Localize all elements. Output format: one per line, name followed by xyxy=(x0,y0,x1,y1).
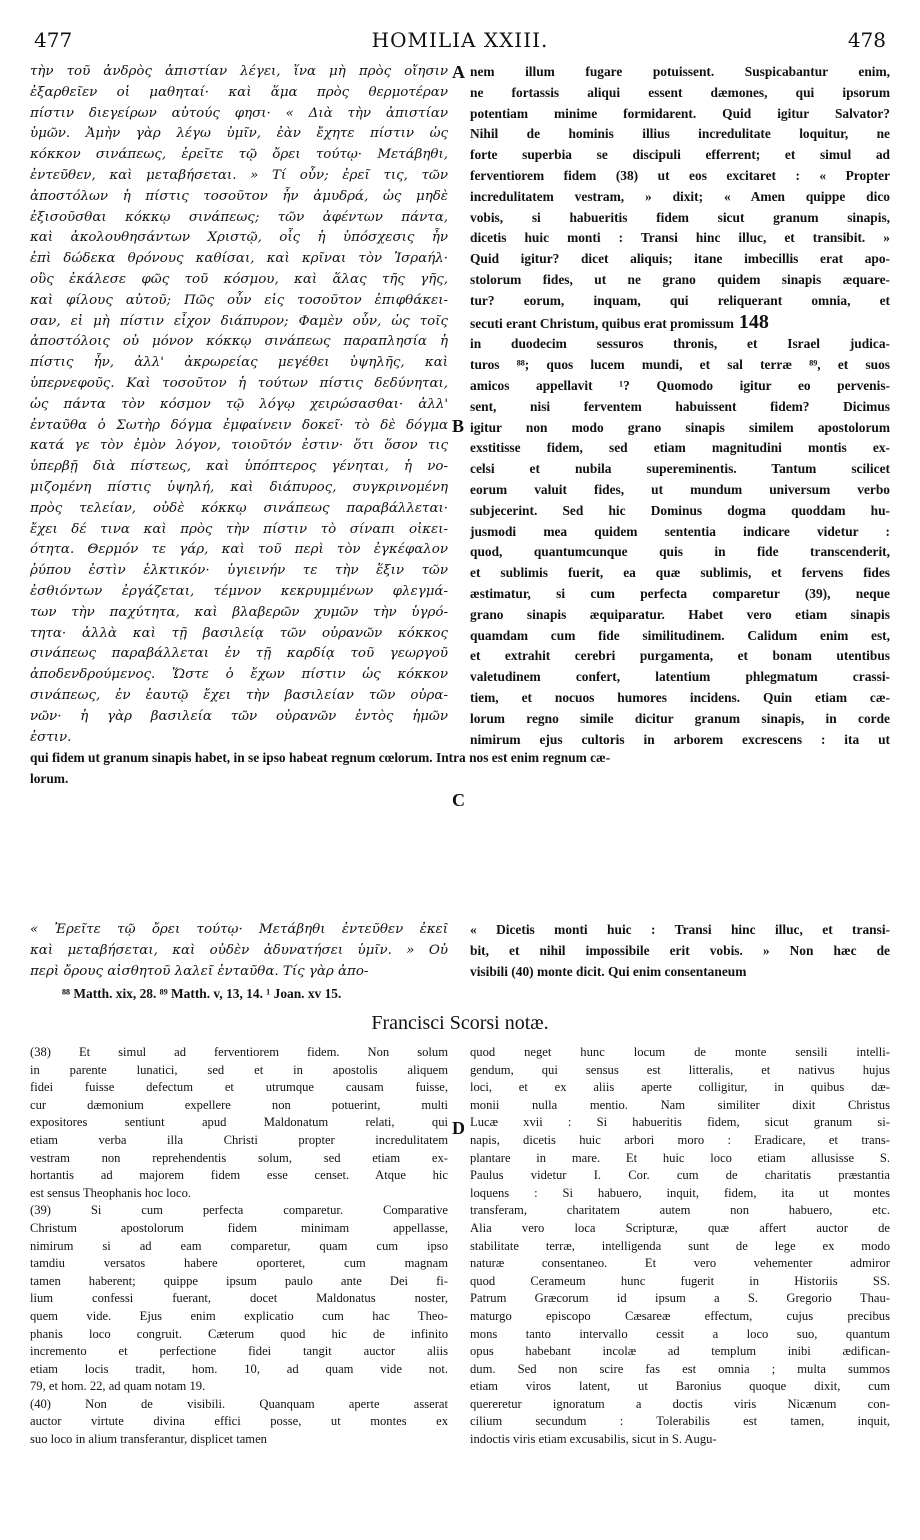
note-line: cilium secundum : Tolerabilis est tamen, inquit, xyxy=(470,1414,890,1429)
greek-line: ἔχει δέ τινα καὶ πρὸς τὴν πίστιν τὸ σίναπι οἰκει- xyxy=(30,521,448,537)
full-line: lorum. xyxy=(30,770,69,786)
note-line: quem vide. Ejus enim explicatio cum hac Theo- xyxy=(30,1308,448,1323)
greek-line: πίστιν διεγείρων αὐτούς φησι· « Διὰ τὴν ἀπιστίαν xyxy=(30,105,448,121)
note-line: indoctis viris etiam excusabilis, sicut in S. Augu- xyxy=(470,1432,717,1447)
note-line: quod neget hunc locum de monte sensili intelli- xyxy=(470,1045,890,1059)
latin-line: exstitisse fidem, sed etiam magnitudini montis ex- xyxy=(470,440,890,456)
note-line: lium confessi fuerant, docet Maldonatus noster, xyxy=(30,1291,448,1306)
latin-line: dicetis huic monti : Transi hinc illuc, et transibit. » xyxy=(470,230,890,246)
greek-line: ὡς πάντα τὸν κόσμον τῷ λόγῳ χειρώσασθαι· ἀλλ' xyxy=(30,396,448,412)
latin-line: turos ⁸⁸; quos lucem mundi, et sal terræ ⁸⁹, et suos xyxy=(470,357,890,373)
note-line: (38) Et simul ad ferventiorem fidem. Non solum xyxy=(30,1045,448,1059)
latin-line: in duodecim sessuros thronis, et Israel judica- xyxy=(470,336,890,352)
latin-line: Nihil de hominis illius incredulitate loquitur, ne xyxy=(470,126,890,142)
latin-line: subjecerint. Sed hic Dominus dogma quoddam hu- xyxy=(470,502,890,518)
latin-line: lorum regno simile dicitur granum sinapis, in corde xyxy=(470,710,890,726)
latin-line: potentiam minime formidarent. Quid igitur Salvator? xyxy=(470,105,890,121)
notes-title: Francisci Scorsi notæ. xyxy=(371,1012,549,1034)
note-line: (39) Si cum perfecta comparetur. Comparative xyxy=(30,1203,448,1218)
note-line: etiam verba illa Christi propter incredulitatem xyxy=(30,1132,448,1147)
latin-line: amicos appellavit ¹? Quomodo igitur eo pervenis- xyxy=(470,377,890,393)
latin-tail-line: « Dicetis monti huic : Transi hinc illuc, et transi- xyxy=(470,922,890,937)
note-line: stabilitate terræ, intelligenda sunt de lege ex modo xyxy=(470,1238,890,1253)
greek-tail xyxy=(30,920,448,982)
note-line: maturgo episcopo Cæsareæ effectum, cujus precibus xyxy=(470,1308,890,1323)
latin-tail-line: visibili (40) monte dicit. Qui enim consentaneum xyxy=(470,963,747,979)
greek-line: καὶ φίλους αὐτοῦ; Πῶς οὖν εἰς τοσοῦτον ἐπιφθάκει- xyxy=(30,292,448,308)
greek-line: ἐξαρθεῖεν οἱ μαθηταί· καὶ ἅμα πρὸς θερμοτέραν xyxy=(30,84,448,100)
note-line: transferam, charitatem autem non habuero, etc. xyxy=(470,1203,890,1218)
latin-line: forte superbia se discipuli efferrent; et simul ad xyxy=(470,147,890,163)
latin-tail xyxy=(470,920,890,982)
note-line: expositores sentiunt apud Maldonatum relati, qui xyxy=(30,1115,448,1130)
latin-line: sent, nisi ferventem habuissent fidem? Dicimus xyxy=(470,398,890,414)
note-line: naturæ consentaneo. Et vero vehementer admiror xyxy=(470,1256,890,1271)
note-line: Lucæ xvii : Si habueritis fidem, sicut granum si- xyxy=(470,1115,890,1130)
greek-line: ῥύπου ἐστὶν ἑλκτικόν· ὑγιεινήν τε τὴν ἕξιν τῶν xyxy=(30,563,448,579)
note-line: cur dæmonium expellere non potuerint, multi xyxy=(30,1097,448,1112)
note-line: etiam viros latent, ut Baronius quoque dixit, cum xyxy=(470,1379,890,1394)
greek-line: ἐπὶ δώδεκα θρόνους καθίσαι, καὶ κρῖναι τὸν Ἰσραήλ· xyxy=(30,251,448,267)
note-line: incremento et perfectione fidei tangit auctor aliis xyxy=(30,1344,448,1359)
latin-line: quod, quantumcunque quis in fide transcenderit, xyxy=(470,544,890,560)
greek-line: ὑπερνεφοῦς. Καὶ τοσοῦτον ἡ τούτων πίστις δεδύνηται, xyxy=(30,375,448,391)
greek-line: οὓς ἐκάλεσε φῶς τοῦ κόσμου, καὶ ἅλας τῆς γῆς, xyxy=(30,271,448,287)
note-line: quod Cerameum hunc fugerit in Historiis SS. xyxy=(470,1273,890,1288)
note-line: Alia vero loca Scripturæ, quæ affert auctor de xyxy=(470,1220,890,1235)
greek-tail-line: καὶ μεταβήσεται, καὶ οὐδὲν ἀδυνατήσει ὑμῖν. » Οὐ xyxy=(30,942,448,958)
latin-line: valetudinem confert, latentium phlegmatum crassi- xyxy=(470,669,890,685)
latin-line: incredulitatem vestram, » dixit; « Amen quippe dico xyxy=(470,188,890,204)
margin-marker-a: A xyxy=(452,62,465,82)
edition-page-number: 148 xyxy=(733,311,769,333)
latin-column xyxy=(470,62,890,750)
running-title: HOMILIA XXIII. xyxy=(371,28,549,52)
latin-line: igitur non modo grano sinapis similem apostolorum xyxy=(470,419,890,435)
greek-line: σινάπεως, ἐν ἑαυτῷ ἔχει τὴν βασιλείαν τῶν οὐρα- xyxy=(30,687,448,703)
latin-line: stolorum fides, ut ne grano quidem sinapis æquare- xyxy=(470,271,890,287)
notes-right-column xyxy=(470,1044,890,1449)
greek-line: μιζομένη πίστις ὑψηλή, καὶ διάπυρος, συγκρινομένη xyxy=(30,479,448,495)
greek-line: ὑπερβῇ διὰ πίστεως, καὶ ὑπόπτερος γένηται, ἡ νο- xyxy=(30,459,448,475)
note-line: etiam locis tradit, hom. 10, ad quam vide not. xyxy=(30,1361,448,1376)
latin-line: et extrahit cerebri purgamenta, et bonam utentibus xyxy=(470,648,890,664)
greek-line: τητα· ἀλλὰ καὶ τῇ βασιλείᾳ τῶν οὐρανῶν κόκκος xyxy=(30,625,448,641)
greek-line: σινάπεως παραβάλλεται ἐν τῇ καρδίᾳ τοῦ γεωργοῦ xyxy=(30,646,448,662)
note-line: est sensus Theophanis hoc loco. xyxy=(30,1185,192,1200)
latin-line: ne fortassis aliqui essent dæmones, qui ipsorum xyxy=(470,84,890,100)
latin-line: æstimatur, si cum perfecta comparetur (39), neque xyxy=(470,585,890,601)
latin-tail-line: bit, et nihil impossibile erit vobis. » Non hæc de xyxy=(470,942,890,958)
note-line: loquens : Si habuero, inquit, fidem, ita ut montes xyxy=(470,1185,890,1200)
note-line: (40) Non de visibili. Quanquam aperte asserat xyxy=(30,1396,448,1411)
margin-marker-c: C xyxy=(452,790,465,810)
latin-line: et sublimis fuerit, ea quæ sublimis, et fervens fides xyxy=(470,565,890,581)
greek-line: ότητα. Θερμόν τε γάρ, καὶ τοῦ περὶ τὸν ἐγκέφαλον xyxy=(30,542,448,558)
greek-line: κατά γε τὸν ἐμὸν λόγον, τοιοῦτόν ἐστιν· ὅτι ὅσον τις xyxy=(30,438,448,454)
latin-line: jusmodi mea quidem sententia indicare videtur : xyxy=(470,523,890,539)
latin-line: secuti erant Christum, quibus erat promissum 148 xyxy=(470,311,769,333)
note-line: monii nulla mentio. Nam similiter dixit Christus xyxy=(470,1097,890,1112)
greek-tail-line: περὶ ὄρους αἰσθητοῦ λαλεῖ ἐνταῦθα. Τίς γὰρ ἀπο- xyxy=(30,963,369,979)
note-line: opus habebant incolæ ad templum inibi ædifican- xyxy=(470,1344,890,1359)
note-line: nimirum si ad eam comparetur, quam cum ipso xyxy=(30,1238,448,1253)
greek-tail-line: « Ἐρεῖτε τῷ ὄρει τούτῳ· Μετάβηθι ἐντεῦθεν ἐκεῖ xyxy=(30,922,448,937)
note-line: 79, et hom. 22, ad quam notam 19. xyxy=(30,1379,206,1394)
greek-line: νῶν· ἡ γὰρ βασιλεία τῶν οὐρανῶν ἐντὸς ἡμῶν xyxy=(30,708,448,724)
greek-line: ἐντεῦθεν, καὶ μεταβήσεται. » Τί οὖν; ἐρεῖ τις, τῶν xyxy=(30,167,448,183)
notes-left-column xyxy=(30,1044,448,1449)
margin-marker-d: D xyxy=(452,1118,465,1138)
latin-line: celsi et nubila supereminentis. Tantum scilicet xyxy=(470,461,890,477)
margin-marker-b: B xyxy=(452,416,465,436)
greek-line: των τὴν παχύτητα, καὶ βλαβερῶν χυμῶν τὴν ὑγρό- xyxy=(30,604,448,620)
greek-line: ἀποστόλοις οὐ μόνον κόκκῳ σινάπεως παραπλησία ἡ xyxy=(30,334,448,350)
latin-line: tur? eorum, inquam, qui reliquerant omnia, et xyxy=(470,292,890,308)
greek-line: κόκκον σινάπεως, ἐρεῖτε τῷ ὄρει τούτῳ· Μετάβηθι, xyxy=(30,147,448,163)
latin-line: Quid igitur? dicet aliquis; itane imbecillis erat apo- xyxy=(470,251,890,267)
note-line: auctor virtute divina effici posse, ut montes ex xyxy=(30,1414,448,1429)
greek-line: πίστις ἦν, ἀλλ' ἀκρωρείας μεγέθει ὑψηλῆς, καὶ xyxy=(30,355,448,371)
note-line: suo loco in alium transferantur, displicet tamen xyxy=(30,1432,267,1447)
right-page-number: 478 xyxy=(847,28,886,52)
note-line: vestram non reprehendentis solum, sed etiam ex- xyxy=(30,1150,448,1165)
latin-line: vobis, si habueritis fidem sicut granum sinapis, xyxy=(470,209,890,225)
note-line: napis, dicetis huic arbori moro : Eradicare, et trans- xyxy=(470,1132,890,1147)
latin-line: grano sinapis æquiparatur. Habet vero etiam sinapis xyxy=(470,606,890,622)
greek-line: πρὸς τελείαν, οὐδὲ κόκκῳ σινάπεως παραβάλλεται· xyxy=(30,500,448,516)
note-line: in parente lunatici, sed et in apostolis aliquem xyxy=(30,1062,448,1077)
latin-line: eorum valuit fides, ut mundum universum verbo xyxy=(470,481,890,497)
note-line: hortantis ad majorem fidem esse censet. Atque hic xyxy=(30,1168,448,1183)
note-line: dum. Sed non scire fas est omnia ; multa summos xyxy=(470,1361,890,1376)
note-line: loci, et ex aliis aperte colligitur, in quibus dæ- xyxy=(470,1080,890,1095)
latin-line: tiem, et nocuos humores incidens. Quin etiam cæ- xyxy=(470,689,890,705)
greek-line: ἐστιν. xyxy=(30,729,72,745)
greek-line: ἀποστόλων ἡ πίστις τοσοῦτον ἦν ἀμυδρά, ὡς μηδὲ xyxy=(30,188,448,204)
note-line: Paulus videtur I. Cor. cum de charitatis præstantia xyxy=(470,1168,890,1183)
note-line: fidei fuisse defectum et utrumque causam fuisse, xyxy=(30,1080,448,1095)
left-page-number: 477 xyxy=(34,28,73,52)
note-line: gendum, qui sensus est litteralis, et nativus hujus xyxy=(470,1062,890,1077)
full-width-text xyxy=(30,748,890,790)
note-line: plantare in mare. Et huic loco etiam allusisse S. xyxy=(470,1150,890,1165)
note-line: tamdiu versatos habere oporteret, cum magnam xyxy=(30,1256,448,1271)
latin-line: nem illum fugare potuissent. Suspicabantur enim, xyxy=(470,64,890,79)
latin-line: nimirum ejus cultoris in arborem excrescens : ita ut xyxy=(470,731,890,747)
note-line: tamen haberent; quippe ipsum paulo ante Dei fi- xyxy=(30,1273,448,1288)
footnote-references: ⁸⁸ Matth. xix, 28. ⁸⁹ Matth. v, 13, 14. ¹ Joan. xv 15. xyxy=(62,986,342,1001)
note-line: Christum apostolorum fidem minimam appellasse, xyxy=(30,1220,448,1235)
greek-line: ἐνταῦθα ὁ Σωτὴρ δόγμα ἐμφαίνειν δοκεῖ· τὸ δὲ δόγμα xyxy=(30,417,448,433)
note-line: phanis loco congruit. Cæterum quod hic de infinito xyxy=(30,1326,448,1341)
full-line: qui fidem ut granum sinapis habet, in se ipso habeat regnum cœlorum. Intra nos est enim regnum cæ- xyxy=(30,750,611,765)
greek-line: ὑμῶν. Ἀμὴν γὰρ λέγω ὑμῖν, ἐὰν ἔχητε πίστιν ὡς xyxy=(30,126,448,142)
greek-line: ἀποδενδρούμενος. Ὥστε ὁ ἔχων πίστιν ὡς κόκκον xyxy=(30,667,448,683)
note-line: mons tanto intervallo cessit a loco suo, quantum xyxy=(470,1326,890,1341)
greek-line: καὶ ἀκολουθησάντων Χριστῷ, οἷς ἡ ὑπόσχεσις ἦν xyxy=(30,230,448,246)
greek-line: ἐσθιόντων ἐργάζεται, τέμνον κεκρυμμένων φλεγμά- xyxy=(30,583,448,599)
latin-line: quamdam cum fide similitudinem. Calidum enim est, xyxy=(470,627,890,643)
greek-line: τὴν τοῦ ἀνδρὸς ἀπιστίαν λέγει, ἵνα μὴ πρὸς οἴησιν xyxy=(30,64,448,79)
note-line: Patrum Græcorum id ipsum a S. Gregorio Thau- xyxy=(470,1291,890,1306)
latin-line: ferventiorem fidem (38) ut eos excitaret : « Propter xyxy=(470,167,890,183)
note-line: quereretur ignoratum a doctis viris Nicænum con- xyxy=(470,1396,890,1411)
greek-line: ἐξισοῦσθαι κόκκῳ σινάπεως; τῶν ἀφέντων πάντα, xyxy=(30,209,448,225)
page-header xyxy=(30,28,890,58)
greek-line: σαν, εἰ μὴ πίστιν εἶχον διάπυρον; Φαμὲν οὖν, ὡς τοῖς xyxy=(30,313,448,329)
greek-column xyxy=(30,62,448,748)
